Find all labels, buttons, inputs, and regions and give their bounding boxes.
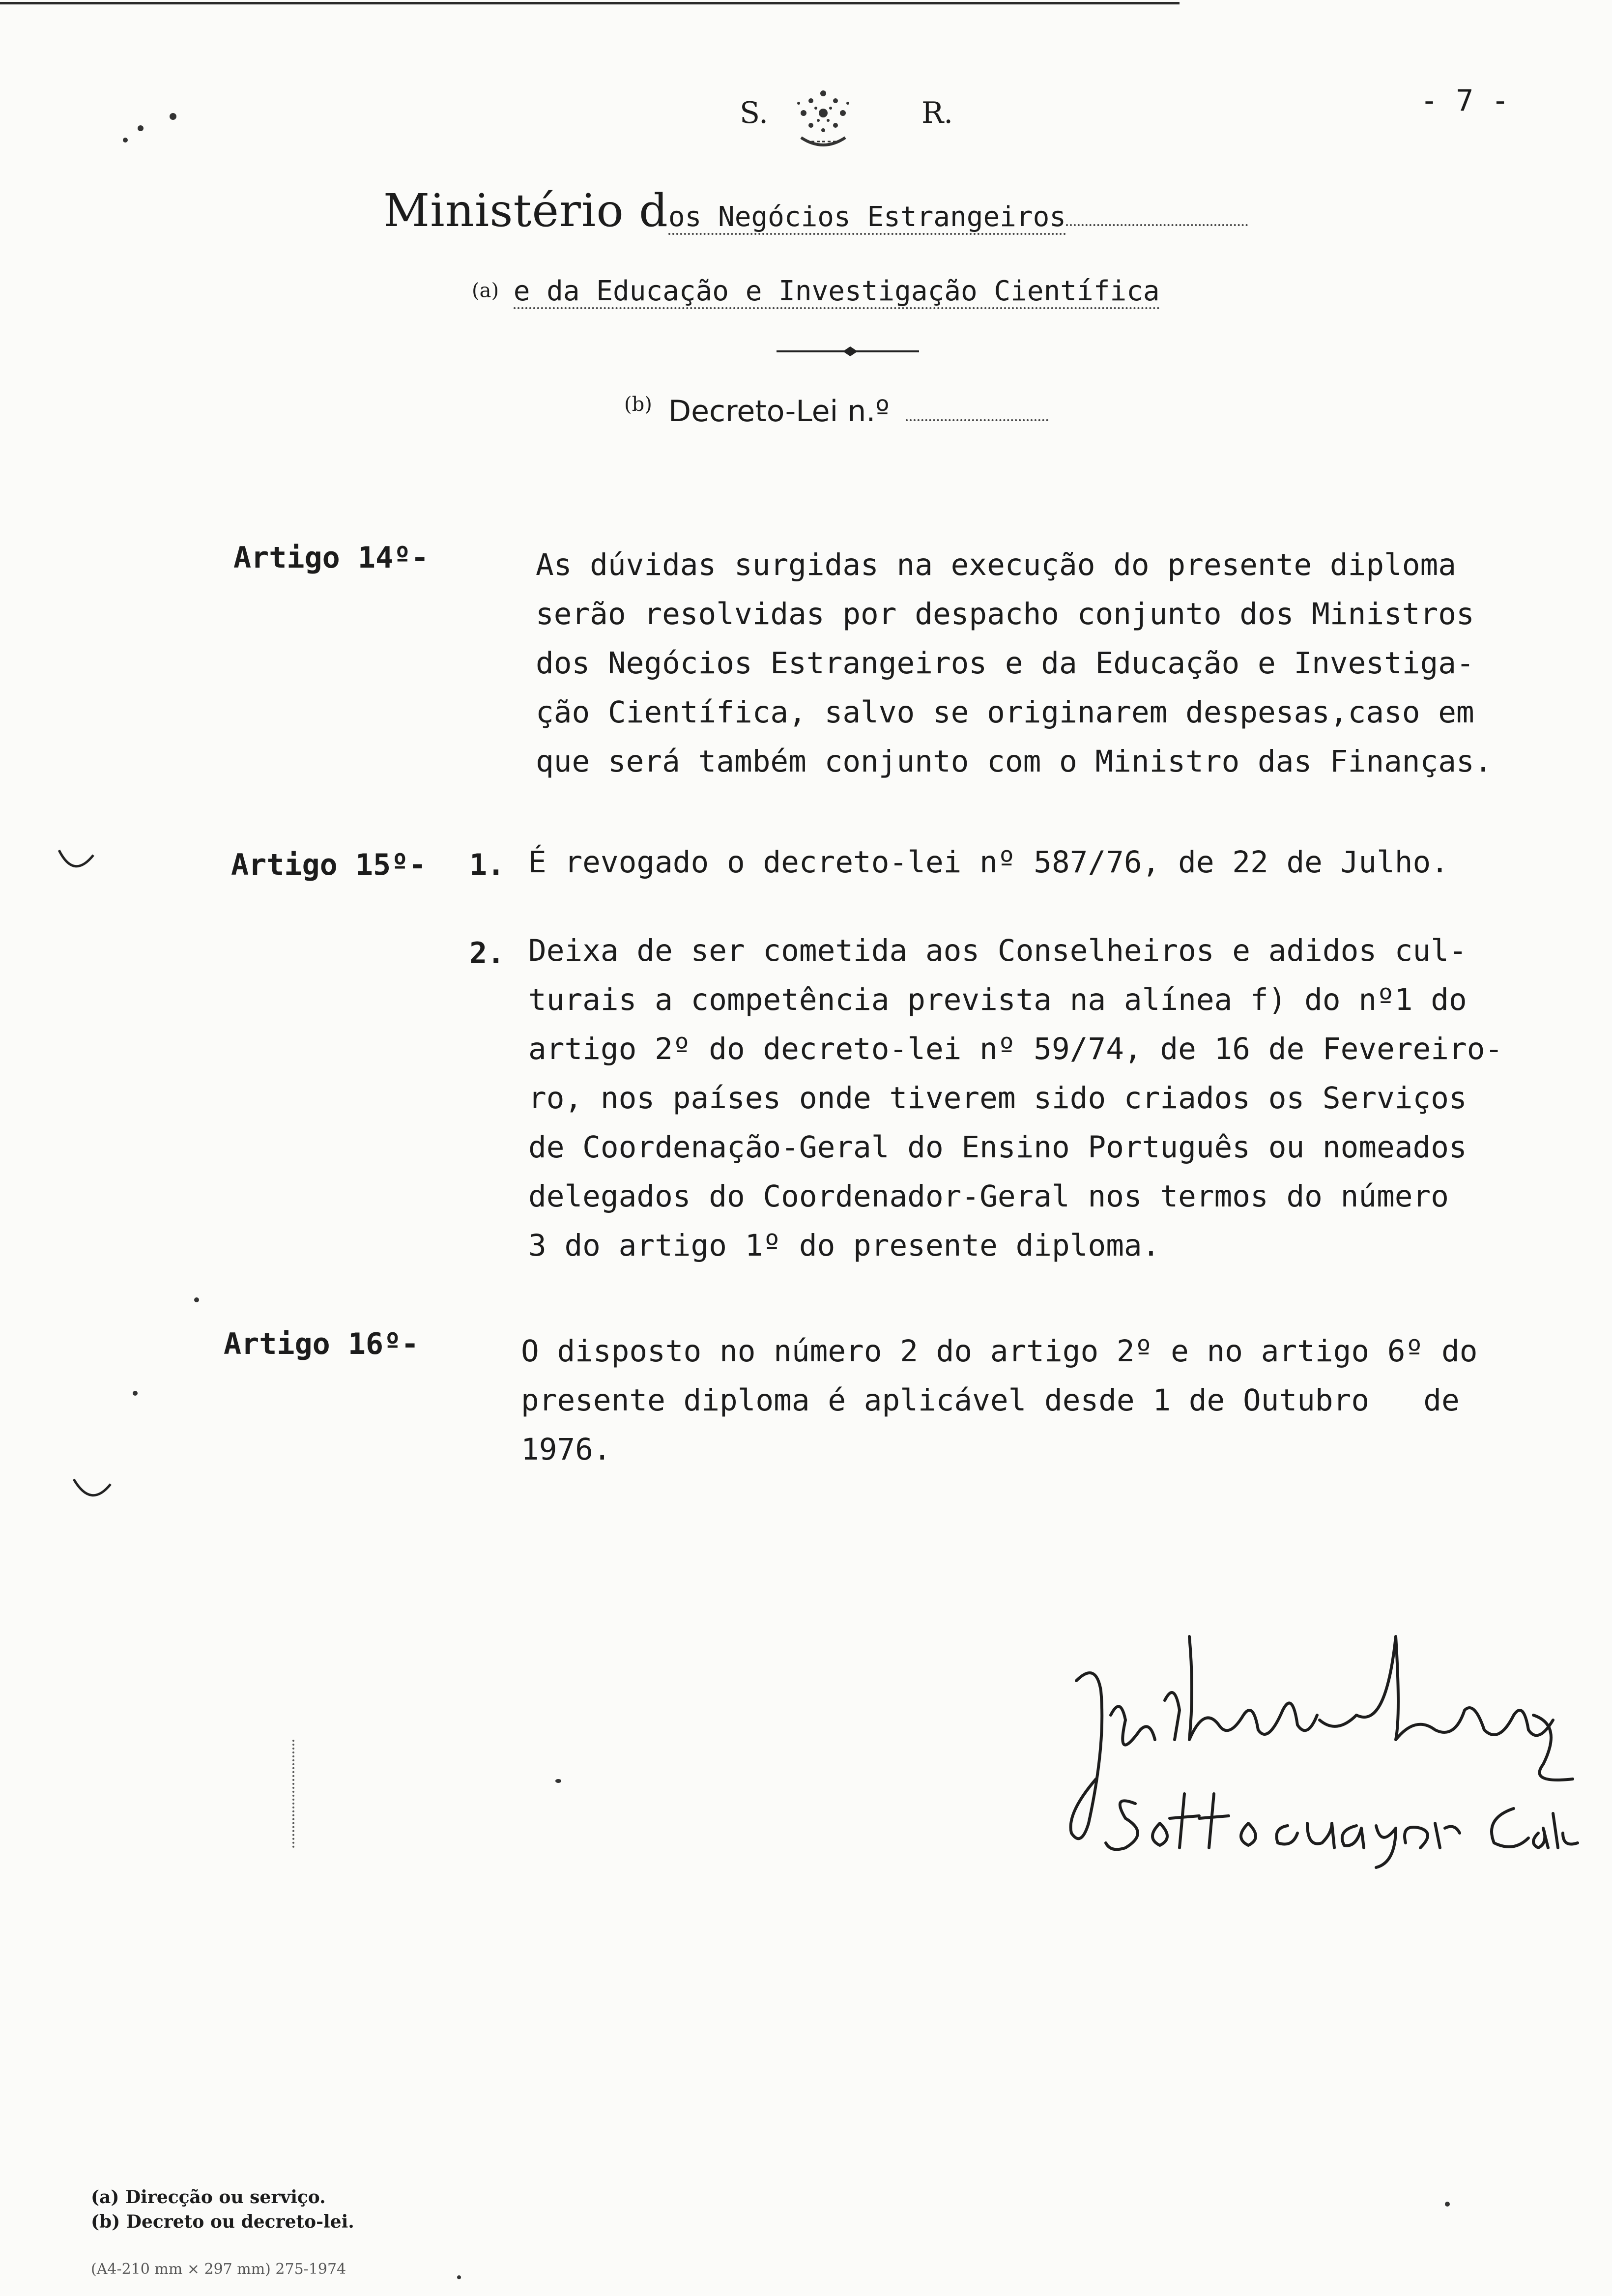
- ministry-prefix: Ministério d: [383, 184, 668, 237]
- article-15-line: artigo 2º do decreto-lei nº 59/74, de 16 de Fevereiro-: [528, 1032, 1503, 1066]
- scan-speck: [194, 1297, 199, 1302]
- top-edge-rule: [0, 2, 1180, 4]
- article-16-line: O disposto no número 2 do artigo 2º e no artigo 6º do: [521, 1334, 1478, 1369]
- article-14-line: ção Científica, salvo se originarem despesas,caso em: [536, 695, 1474, 730]
- article-14-line: que será também conjunto com o Ministro das Finanças.: [536, 744, 1493, 779]
- header-letter-left: S.: [740, 96, 769, 130]
- mark-a: (a): [472, 279, 499, 302]
- article-15-para-1-text: É revogado o decreto-lei nº 587/76, de 22 de Julho.: [528, 845, 1449, 880]
- article-15-line: ro, nos países onde tiverem sido criados os Serviços: [528, 1081, 1467, 1116]
- footnote-a: [91, 2187, 326, 2208]
- article-15-para-2-number: 2.: [469, 936, 505, 971]
- article-15-line: 3 do artigo 1º do presente diploma.: [528, 1228, 1160, 1263]
- print-code: (A4-210 mm × 297 mm) 275-1974: [91, 2261, 346, 2278]
- punch-hole-mark-icon: [54, 845, 98, 880]
- article-16-label: Artigo 16º-: [224, 1327, 419, 1361]
- footnote-b: [91, 2211, 354, 2232]
- article-15-para-1-number: 1.: [469, 848, 505, 882]
- ministry-line-2: [472, 275, 1160, 307]
- decree-number-blank: [906, 394, 1048, 421]
- scan-speck: [133, 1391, 138, 1396]
- article-15-line: turais a competência prevista na alínea f) do nº1 do: [528, 982, 1467, 1017]
- margin-dotted-line: [292, 1740, 296, 1848]
- decree-label: Decreto-Lei n.º: [668, 394, 890, 429]
- footnote-a-text: Direcção ou serviço.: [125, 2187, 326, 2208]
- ministry-title: [383, 184, 1248, 237]
- ministry-name-typed: os Negócios Estrangeiros: [668, 201, 1066, 235]
- article-14-body: [536, 541, 1492, 786]
- article-16-line: presente diploma é aplicável desde 1 de Outubro de: [521, 1383, 1460, 1418]
- ministry-dotted-fill: [1066, 195, 1248, 226]
- article-14-label: Artigo 14º-: [233, 541, 429, 575]
- article-16-line: 1976.: [521, 1432, 611, 1467]
- scan-speck: [123, 138, 128, 143]
- decree-line: [624, 393, 1048, 429]
- scan-speck: [170, 113, 176, 120]
- scan-speck: [555, 1779, 561, 1783]
- scan-speck: [1445, 2202, 1450, 2207]
- footnote-b-mark: (b): [91, 2211, 120, 2232]
- footnote-a-mark: (a): [91, 2187, 119, 2208]
- article-14-line: As dúvidas surgidas na execução do presente diploma: [536, 547, 1456, 582]
- punch-hole-mark-icon: [69, 1469, 113, 1509]
- scan-speck: [138, 125, 144, 131]
- scan-speck: [457, 2275, 461, 2279]
- header-letter-right: R.: [921, 96, 953, 130]
- article-16-body: [521, 1327, 1477, 1474]
- footnote-b-text: Decreto ou decreto-lei.: [126, 2211, 354, 2232]
- article-15-line: Deixa de ser cometida aos Conselheiros e adidos cul-: [528, 933, 1467, 968]
- article-15-line: delegados do Coordenador-Geral nos termos do número: [528, 1179, 1449, 1214]
- article-15-label: Artigo 15º-: [231, 848, 427, 882]
- mark-b: (b): [624, 393, 652, 416]
- coat-of-arms-seal-icon: [781, 79, 865, 152]
- article-14-line: serão resolvidas por despacho conjunto dos Ministros: [536, 597, 1474, 631]
- ministry-line-2-text: e da Educação e Investigação Científica: [514, 275, 1160, 309]
- article-15-line: de Coordenação-Geral do Ensino Português ou nomeados: [528, 1130, 1467, 1165]
- handwritten-signatures: [1042, 1617, 1583, 1872]
- page-number: - 7 -: [1420, 84, 1509, 118]
- article-14-line: dos Negócios Estrangeiros e da Educação e Investiga-: [536, 646, 1474, 681]
- article-15-para-2-body: [528, 926, 1503, 1270]
- ornament-divider-icon: [777, 344, 919, 359]
